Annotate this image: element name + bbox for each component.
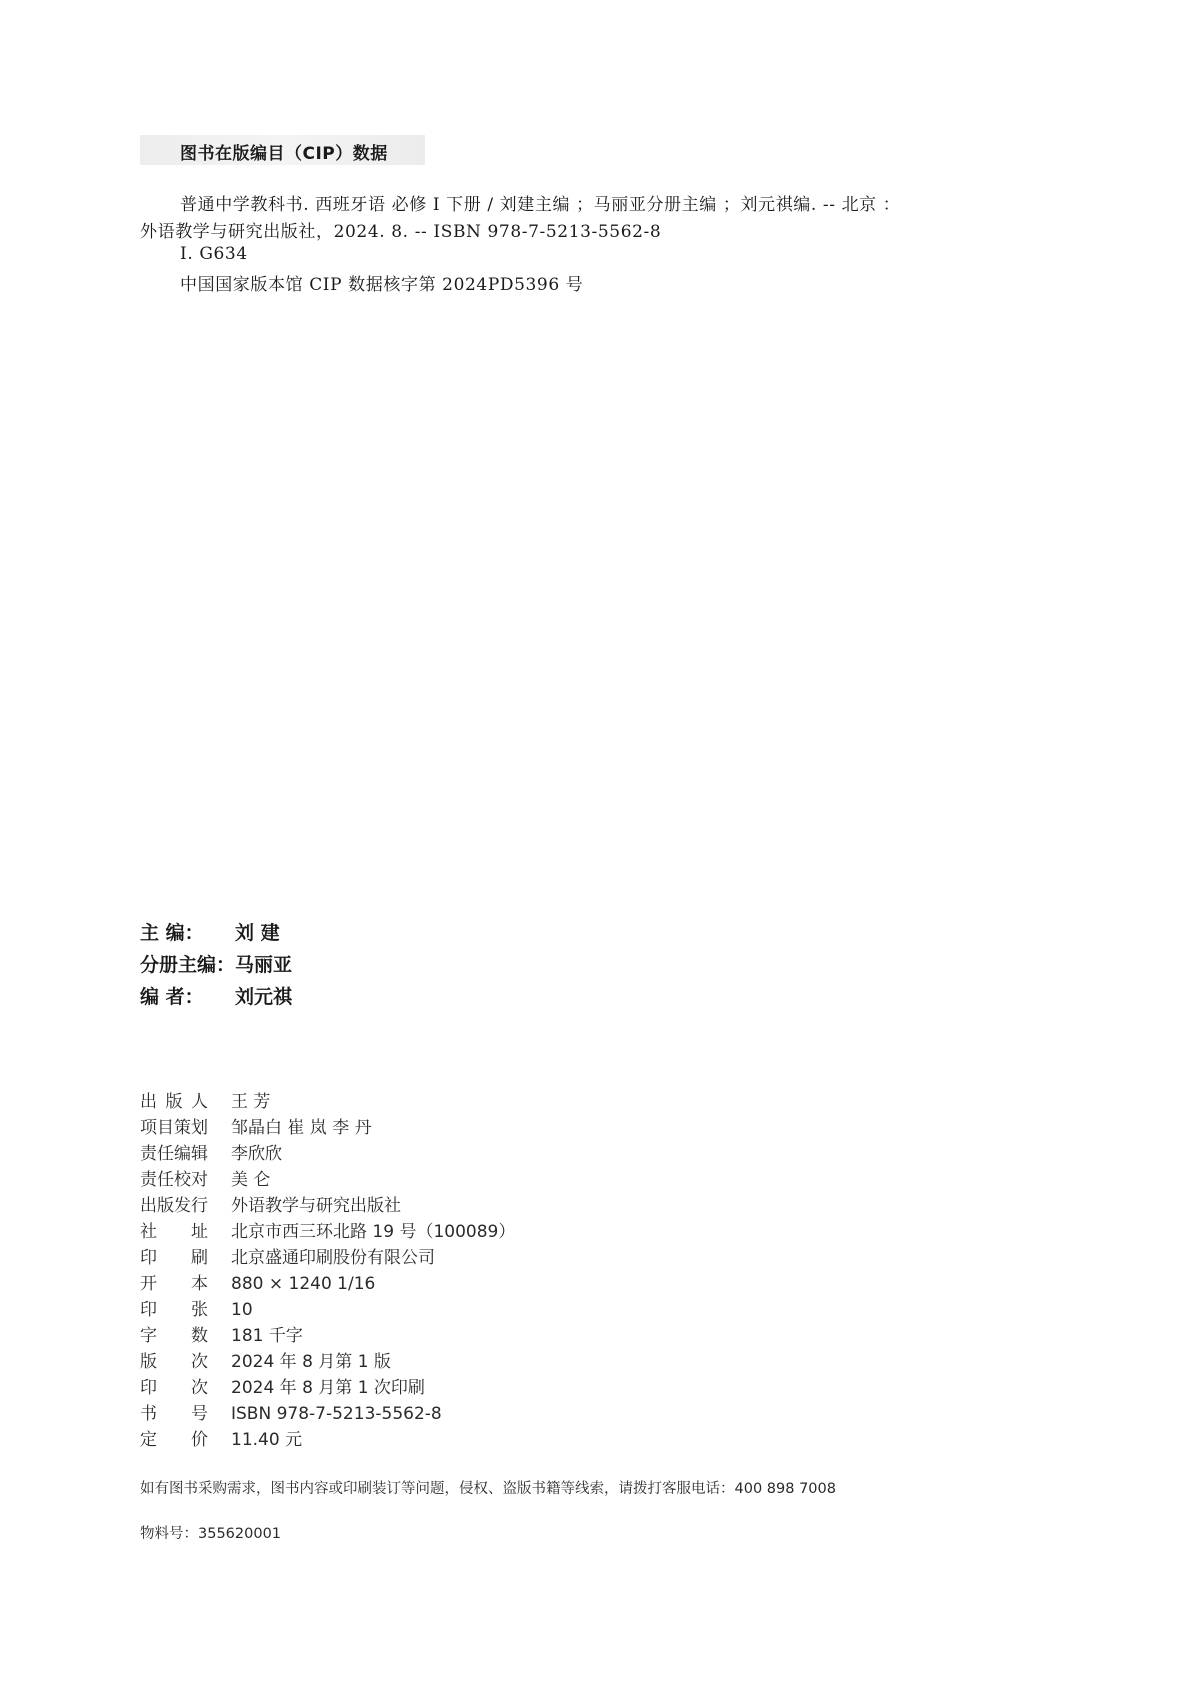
detail-value: ISBN 978-7-5213-5562-8 (231, 1404, 442, 1424)
detail-row (140, 1375, 515, 1401)
editor-credits (140, 917, 292, 1013)
editor-row-volume (140, 949, 292, 981)
editor-label: 分册主编： (140, 954, 236, 976)
detail-value: 北京盛通印刷股份有限公司 (231, 1248, 435, 1268)
detail-label: 印张 (140, 1300, 208, 1320)
detail-value: 2024 年 8 月第 1 版 (231, 1352, 391, 1372)
editor-label: 主 编： (140, 922, 204, 944)
cip-line-title: 普通中学教科书. 西班牙语 必修 I 下册 / 刘建主编 ；马丽亚分册主编 ；刘元祺编. -- 北京 ： (180, 195, 901, 215)
detail-label: 出版发行 (140, 1196, 208, 1216)
detail-value: 880 × 1240 1/16 (231, 1274, 376, 1294)
material-number: 物料号：355620001 (140, 1526, 282, 1542)
detail-row (140, 1323, 515, 1349)
detail-label: 印刷 (140, 1248, 208, 1268)
detail-value: 11.40 元 (231, 1430, 303, 1450)
detail-value: 王 芳 (231, 1092, 271, 1112)
cip-title: 图书在版编目（CIP）数据 (180, 144, 388, 164)
editor-label: 编 者： (140, 986, 204, 1008)
detail-value: 美 仑 (231, 1170, 271, 1190)
detail-label: 印次 (140, 1378, 208, 1398)
detail-row (140, 1089, 515, 1115)
publication-details (140, 1089, 515, 1453)
detail-label: 开本 (140, 1274, 208, 1294)
editor-value: 刘元祺 (235, 986, 293, 1008)
editor-row-compiler (140, 981, 292, 1013)
detail-label: 定价 (140, 1430, 208, 1450)
detail-row (140, 1297, 515, 1323)
detail-row (140, 1245, 515, 1271)
detail-label: 责任校对 (140, 1170, 208, 1190)
detail-value: 北京市西三环北路 19 号（100089） (231, 1222, 516, 1242)
cip-line-classification: I. G634 (180, 244, 248, 264)
detail-value: 2024 年 8 月第 1 次印刷 (231, 1378, 425, 1398)
detail-value: 李欣欣 (231, 1144, 282, 1164)
detail-row (140, 1141, 515, 1167)
cip-line-publisher: 外语教学与研究出版社，2024. 8. -- ISBN 978-7-5213-5562-8 (140, 222, 662, 242)
detail-value: 邹晶白 崔 岚 李 丹 (231, 1118, 372, 1138)
detail-row (140, 1219, 515, 1245)
detail-label: 字数 (140, 1326, 208, 1346)
editor-value: 刘 建 (235, 922, 280, 944)
editor-row-chief (140, 917, 292, 949)
detail-label: 书号 (140, 1404, 208, 1424)
detail-value: 外语教学与研究出版社 (231, 1196, 401, 1216)
detail-label: 社址 (140, 1222, 208, 1242)
detail-row (140, 1115, 515, 1141)
detail-row (140, 1401, 515, 1427)
detail-label: 出版人 (140, 1092, 208, 1112)
detail-row (140, 1427, 515, 1453)
detail-row (140, 1271, 515, 1297)
customer-service-note: 如有图书采购需求，图书内容或印刷装订等问题，侵权、盗版书籍等线索，请拨打客服电话：400 898 7008 (140, 1481, 836, 1497)
detail-value: 181 千字 (231, 1326, 303, 1346)
cip-line-record-number: 中国国家版本馆 CIP 数据核字第 2024PD5396 号 (180, 275, 584, 295)
detail-value: 10 (231, 1300, 253, 1320)
detail-label: 项目策划 (140, 1118, 208, 1138)
detail-row (140, 1349, 515, 1375)
editor-value: 马丽亚 (235, 954, 293, 976)
detail-label: 责任编辑 (140, 1144, 208, 1164)
detail-row (140, 1193, 515, 1219)
detail-row (140, 1167, 515, 1193)
detail-label: 版次 (140, 1352, 208, 1372)
